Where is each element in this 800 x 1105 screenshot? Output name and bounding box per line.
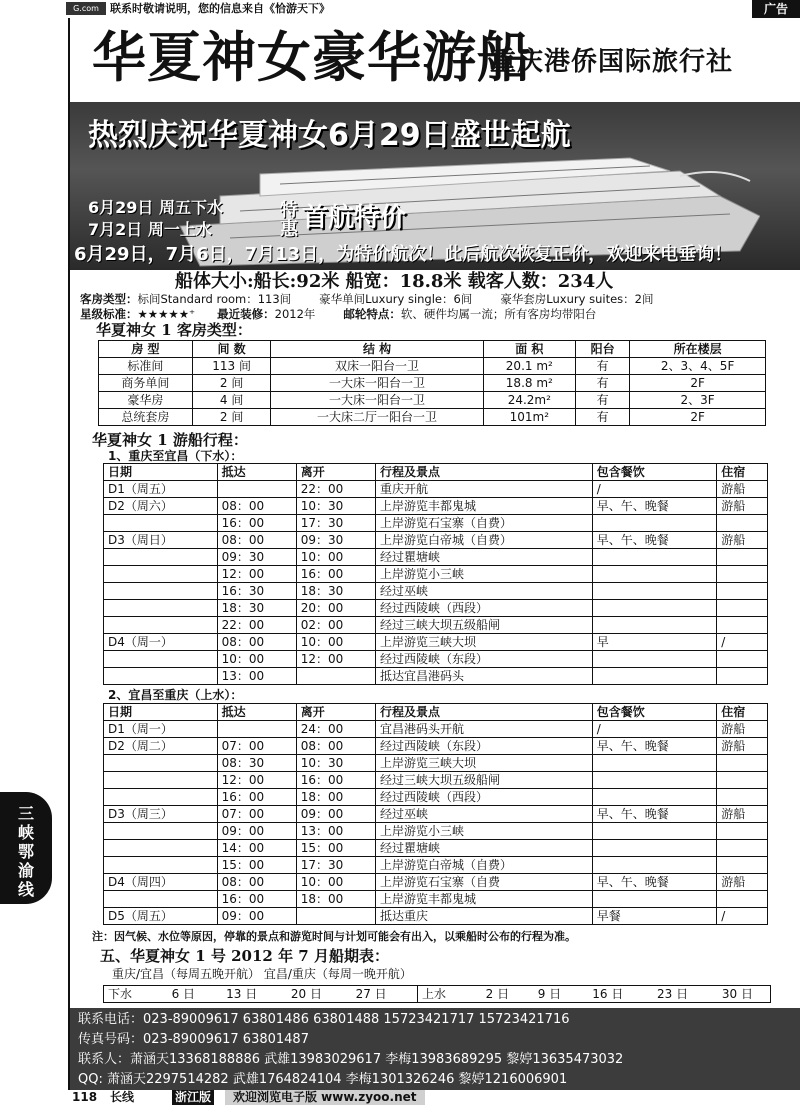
table-row xyxy=(104,583,768,600)
table-cell: 经过三峡大坝五级船闸 xyxy=(376,772,593,789)
table-cell xyxy=(104,566,218,583)
table-cell: 2F xyxy=(630,409,766,426)
contact-qq: QQ: 萧涵天2297514282 武雄1764824104 李梅1301326246 黎婷1216006901 xyxy=(78,1072,568,1087)
table-cell: 24：00 xyxy=(296,721,375,738)
contact-block xyxy=(70,1008,800,1090)
table-cell: 17：30 xyxy=(296,857,375,874)
table-cell xyxy=(717,857,768,874)
table-cell: 10：30 xyxy=(296,498,375,515)
downstream-title: 1、重庆至宜昌（下水）： xyxy=(108,449,243,463)
schedule-date: 27 日 xyxy=(339,986,404,1003)
table-cell: 2 间 xyxy=(192,409,271,426)
side-tab-char: 鄂 xyxy=(17,842,34,861)
table-cell: 2 间 xyxy=(192,375,271,392)
table-cell: 上岸游览白帝城（自费） xyxy=(376,532,593,549)
upstream-table xyxy=(103,703,768,925)
table-cell: D5（周五） xyxy=(104,908,218,925)
rooms-table-header xyxy=(99,341,766,358)
table-cell: 游船 xyxy=(717,874,768,891)
ship-specs: 船体大小:船长:92米 船宽：18.8米 载客人数：234人 xyxy=(175,271,614,292)
table-row xyxy=(104,634,768,651)
table-cell xyxy=(296,908,375,925)
table-cell: 18.8 m² xyxy=(483,375,575,392)
table-cell: 10：00 xyxy=(217,651,296,668)
table-row xyxy=(104,772,768,789)
route-side-tab xyxy=(0,792,52,904)
table-cell: 15：00 xyxy=(217,857,296,874)
table-cell xyxy=(717,668,768,685)
contact-people: 联系人：萧涵天13368188886 武雄13983029617 李梅13983689295 黎婷13635473032 xyxy=(78,1052,624,1067)
table-cell xyxy=(592,515,717,532)
table-cell: 12：00 xyxy=(217,566,296,583)
schedule-subtitle: 重庆/宜昌（每周五晚开航） 宜昌/重庆（每周一晚开航） xyxy=(112,967,412,981)
table-cell: 14：00 xyxy=(217,840,296,857)
table-row xyxy=(104,789,768,806)
table-cell: 经过三峡大坝五级船闸 xyxy=(376,617,593,634)
table-cell: 经过西陵峡（东段） xyxy=(376,651,593,668)
table-cell: D2（周六） xyxy=(104,498,218,515)
table-cell xyxy=(104,789,218,806)
ad-label: 广告 xyxy=(752,0,800,18)
table-row xyxy=(104,823,768,840)
table-cell: 游船 xyxy=(717,721,768,738)
table-cell: 16：30 xyxy=(217,583,296,600)
rooms-header-cell: 房 型 xyxy=(99,341,193,358)
table-cell: 上岸游览三峡大坝 xyxy=(376,755,593,772)
table-cell: 抵达重庆 xyxy=(376,908,593,925)
rooms-table xyxy=(98,340,766,426)
table-cell: 16：00 xyxy=(217,789,296,806)
table-cell: 08：00 xyxy=(217,532,296,549)
edition-badge: 浙江版 xyxy=(172,1090,214,1105)
table-cell: 4 间 xyxy=(192,392,271,409)
table-cell: 16：00 xyxy=(217,891,296,908)
table-cell: 豪华房 xyxy=(99,392,193,409)
table-row xyxy=(104,908,768,925)
table-cell xyxy=(717,891,768,908)
table-cell: 游船 xyxy=(717,806,768,823)
renovation-value: 2012年 xyxy=(274,307,316,321)
table-cell: D3（周日） xyxy=(104,532,218,549)
table-cell xyxy=(592,789,717,806)
table-cell: D4（周四） xyxy=(104,874,218,891)
table-cell xyxy=(104,651,218,668)
rooms-header-cell: 间 数 xyxy=(192,341,271,358)
downstream-table-header xyxy=(104,464,768,481)
table-cell: 游船 xyxy=(717,498,768,515)
table-cell: / xyxy=(717,908,768,925)
table-cell: 18：00 xyxy=(296,789,375,806)
rooms-header-cell: 面 积 xyxy=(483,341,575,358)
promo-dates: 6月29日，7月6日，7月13日，为特价航次！此后航次恢复正价，欢迎来电垂询！ xyxy=(74,244,733,265)
table-cell: 2、3、4、5F xyxy=(630,358,766,375)
table-cell: 09：30 xyxy=(217,549,296,566)
table-cell: 上岸游览小三峡 xyxy=(376,566,593,583)
schedule-spacer xyxy=(403,986,417,1003)
table-cell: 113 间 xyxy=(192,358,271,375)
table-cell xyxy=(104,515,218,532)
table-cell xyxy=(104,755,218,772)
banner-date-downstream: 6月29日 周五下水 xyxy=(88,198,223,217)
table-cell: 15：00 xyxy=(296,840,375,857)
table-cell: 上岸游览丰都鬼城 xyxy=(376,891,593,908)
table-cell: 标准间 xyxy=(99,358,193,375)
schedule-date: 23 日 xyxy=(640,986,705,1003)
table-row xyxy=(104,738,768,755)
table-cell: / xyxy=(592,721,717,738)
itinerary-header-cell: 行程及景点 xyxy=(376,704,593,721)
section-name: 长线 xyxy=(110,1090,135,1104)
contact-fax: 传真号码：023-89009617 63801487 xyxy=(78,1032,309,1047)
table-cell: 早、午、晚餐 xyxy=(592,532,717,549)
table-cell: 经过西陵峡（西段） xyxy=(376,600,593,617)
schedule-up-label: 上水 xyxy=(418,986,472,1003)
table-cell: 13：00 xyxy=(217,668,296,685)
table-cell xyxy=(717,772,768,789)
room-types-line xyxy=(80,292,653,307)
table-cell xyxy=(592,617,717,634)
schedule-title: 五、华夏神女 1 号 2012 年 7 月船期表： xyxy=(100,947,389,965)
table-cell: 18：30 xyxy=(296,583,375,600)
table-cell xyxy=(104,772,218,789)
renovation-label: 最近装修： xyxy=(217,307,275,321)
rooms-header-cell: 结 构 xyxy=(271,341,483,358)
banner-headline: 热烈庆祝华夏神女6月29日盛世起航 xyxy=(88,118,571,153)
table-cell: 2、3F xyxy=(630,392,766,409)
schedule-date: 9 日 xyxy=(523,986,575,1003)
table-row xyxy=(104,874,768,891)
rooms-header-cell: 阳台 xyxy=(575,341,629,358)
star-label: 星级标准： xyxy=(80,307,138,321)
table-cell xyxy=(592,651,717,668)
table-cell: 上岸游览石宝寨（自费 xyxy=(376,874,593,891)
table-cell: 早 xyxy=(592,634,717,651)
table-cell xyxy=(592,772,717,789)
table-cell xyxy=(592,840,717,857)
table-cell: 17：30 xyxy=(296,515,375,532)
table-cell: 20：00 xyxy=(296,600,375,617)
side-tab-char: 峡 xyxy=(17,823,34,842)
table-cell: D4（周一） xyxy=(104,634,218,651)
table-cell: 12：00 xyxy=(217,772,296,789)
schedule-date: 16 日 xyxy=(575,986,640,1003)
table-cell: 游船 xyxy=(717,738,768,755)
table-cell xyxy=(104,891,218,908)
table-cell xyxy=(592,668,717,685)
table-cell xyxy=(104,840,218,857)
table-cell xyxy=(104,668,218,685)
table-cell xyxy=(717,617,768,634)
room-types-label: 客房类型： xyxy=(80,292,138,306)
table-cell xyxy=(104,600,218,617)
table-cell: 宜昌港码头开航 xyxy=(376,721,593,738)
itinerary-header-cell: 行程及景点 xyxy=(376,464,593,481)
schedule-date: 6 日 xyxy=(157,986,209,1003)
table-cell: 09：00 xyxy=(217,823,296,840)
table-cell xyxy=(717,549,768,566)
table-cell: 101m² xyxy=(483,409,575,426)
banner-date-upstream: 7月2日 周一上水 xyxy=(88,220,212,239)
table-cell xyxy=(592,583,717,600)
table-cell xyxy=(104,549,218,566)
table-row xyxy=(104,668,768,685)
table-row xyxy=(104,651,768,668)
schedule-date: 20 日 xyxy=(274,986,339,1003)
table-cell: 22：00 xyxy=(296,481,375,498)
table-row xyxy=(99,375,766,392)
table-cell: 08：00 xyxy=(217,634,296,651)
table-cell xyxy=(592,755,717,772)
table-cell: 09：00 xyxy=(217,908,296,925)
table-cell xyxy=(717,651,768,668)
schedule-table xyxy=(103,985,771,1003)
table-cell: / xyxy=(592,481,717,498)
table-cell: 经过巫峡 xyxy=(376,583,593,600)
table-cell: 上岸游览丰都鬼城 xyxy=(376,498,593,515)
table-cell: 07：00 xyxy=(217,806,296,823)
table-cell xyxy=(217,481,296,498)
table-cell: 08：00 xyxy=(217,498,296,515)
upstream-title: 2、宜昌至重庆（上水）： xyxy=(108,688,243,702)
table-cell: 09：30 xyxy=(296,532,375,549)
itinerary-header-cell: 离开 xyxy=(296,464,375,481)
table-cell: 早餐 xyxy=(592,908,717,925)
table-cell: 早、午、晚餐 xyxy=(592,874,717,891)
table-cell: D2（周二） xyxy=(104,738,218,755)
itinerary-header-cell: 日期 xyxy=(104,464,218,481)
schedule-date: 2 日 xyxy=(471,986,523,1003)
table-row xyxy=(104,806,768,823)
itinerary-header-cell: 抵达 xyxy=(217,704,296,721)
itinerary-header-cell: 抵达 xyxy=(217,464,296,481)
table-cell xyxy=(592,891,717,908)
side-tab-char: 线 xyxy=(17,880,34,899)
room-luxury-single: 豪华单间Luxury single：6间 xyxy=(319,292,473,306)
table-cell xyxy=(104,617,218,634)
itinerary-title: 华夏神女 1 游船行程： xyxy=(92,431,248,449)
itinerary-note: 注：因气候、水位等原因，停靠的景点和游览时间与计划可能会有出入，以乘船时公布的行程为准。 xyxy=(92,930,576,943)
table-cell xyxy=(592,549,717,566)
website-link[interactable]: 欢迎浏览电子版 www.zyoo.net xyxy=(225,1090,425,1105)
table-cell: 游船 xyxy=(717,481,768,498)
table-cell: 16：00 xyxy=(296,772,375,789)
table-cell: 09：00 xyxy=(296,806,375,823)
table-cell: 02：00 xyxy=(296,617,375,634)
table-cell: 一大床二厅一阳台一卫 xyxy=(271,409,483,426)
table-cell: 08：00 xyxy=(296,738,375,755)
table-row xyxy=(99,358,766,375)
table-cell: 有 xyxy=(575,392,629,409)
table-cell: 上岸游览小三峡 xyxy=(376,823,593,840)
table-cell: 经过巫峡 xyxy=(376,806,593,823)
table-cell: 上岸游览白帝城（自费） xyxy=(376,857,593,874)
table-row xyxy=(104,532,768,549)
table-cell: 16：00 xyxy=(296,566,375,583)
side-tab-char: 渝 xyxy=(17,861,34,880)
table-cell: 24.2m² xyxy=(483,392,575,409)
feature-value: 软、硬件均属一流；所有客房均带阳台 xyxy=(400,307,597,321)
table-cell: 早、午、晚餐 xyxy=(592,738,717,755)
reader-notice: 联系时敬请说明，您的信息来自《恰游天下》 xyxy=(110,2,330,15)
table-row xyxy=(104,840,768,857)
table-row xyxy=(104,549,768,566)
table-row xyxy=(104,891,768,908)
table-row xyxy=(104,721,768,738)
table-row xyxy=(104,481,768,498)
table-cell: 经过西陵峡（东段） xyxy=(376,738,593,755)
table-cell xyxy=(592,857,717,874)
table-cell: 游船 xyxy=(717,532,768,549)
table-cell: 上岸游览三峡大坝 xyxy=(376,634,593,651)
table-cell: 18：00 xyxy=(296,891,375,908)
itinerary-header-cell: 日期 xyxy=(104,704,218,721)
table-cell xyxy=(217,721,296,738)
table-cell: 有 xyxy=(575,375,629,392)
itinerary-header-cell: 包含餐饮 xyxy=(592,464,717,481)
table-cell: D3（周三） xyxy=(104,806,218,823)
table-cell xyxy=(717,840,768,857)
table-cell: 07：00 xyxy=(217,738,296,755)
itinerary-header-cell: 包含餐饮 xyxy=(592,704,717,721)
upstream-table-header xyxy=(104,704,768,721)
page-title: 华夏神女豪华游船 xyxy=(92,25,532,89)
table-cell xyxy=(717,583,768,600)
table-cell: 上岸游览石宝寨（自费） xyxy=(376,515,593,532)
table-cell xyxy=(717,566,768,583)
table-cell: D1（周五） xyxy=(104,481,218,498)
table-cell xyxy=(717,600,768,617)
table-cell xyxy=(104,583,218,600)
table-cell xyxy=(717,515,768,532)
table-cell xyxy=(717,823,768,840)
table-cell: 有 xyxy=(575,409,629,426)
table-row xyxy=(104,857,768,874)
table-cell xyxy=(592,566,717,583)
debut-price-label: 首航特价 xyxy=(302,203,407,233)
itinerary-header-cell: 住宿 xyxy=(717,464,768,481)
itinerary-header-cell: 离开 xyxy=(296,704,375,721)
table-row xyxy=(104,498,768,515)
table-cell: 20.1 m² xyxy=(483,358,575,375)
table-cell: 一大床一阳台一卫 xyxy=(271,375,483,392)
table-cell xyxy=(717,789,768,806)
table-cell: 12：00 xyxy=(296,651,375,668)
table-cell: 经过瞿塘峡 xyxy=(376,549,593,566)
table-cell xyxy=(296,668,375,685)
table-cell xyxy=(717,755,768,772)
table-cell: 22：00 xyxy=(217,617,296,634)
table-cell: 18：30 xyxy=(217,600,296,617)
table-cell: 有 xyxy=(575,358,629,375)
agency-name: 重庆港侨国际旅行社 xyxy=(490,47,734,77)
magazine-logo: G.com xyxy=(66,2,106,15)
table-row xyxy=(99,392,766,409)
table-cell: 10：00 xyxy=(296,549,375,566)
table-row xyxy=(104,755,768,772)
table-cell: 10：30 xyxy=(296,755,375,772)
table-cell: 08：30 xyxy=(217,755,296,772)
room-standard: 标间Standard room：113间 xyxy=(137,292,292,306)
page-number: 118 xyxy=(72,1090,98,1104)
table-cell: 10：00 xyxy=(296,874,375,891)
schedule-row xyxy=(104,986,771,1003)
table-cell: 早、午、晚餐 xyxy=(592,806,717,823)
table-cell: 经过西陵峡（西段） xyxy=(376,789,593,806)
schedule-date: 13 日 xyxy=(209,986,274,1003)
rooms-section-title: 华夏神女 1 客房类型： xyxy=(96,321,252,339)
table-cell: 13：00 xyxy=(296,823,375,840)
table-cell: D1（周一） xyxy=(104,721,218,738)
cruise-banner xyxy=(70,102,800,270)
table-row xyxy=(99,409,766,426)
table-cell: 经过瞿塘峡 xyxy=(376,840,593,857)
table-cell: 重庆开航 xyxy=(376,481,593,498)
contact-phone: 联系电话：023-89009617 63801486 63801488 15723421717 15723421716 xyxy=(78,1012,570,1027)
top-bar xyxy=(0,0,800,18)
table-cell: 早、午、晚餐 xyxy=(592,498,717,515)
downstream-table xyxy=(103,463,768,685)
table-cell: 2F xyxy=(630,375,766,392)
side-tab-char: 三 xyxy=(17,804,34,823)
table-cell: 抵达宜昌港码头 xyxy=(376,668,593,685)
feature-label: 邮轮特点： xyxy=(343,307,401,321)
table-row xyxy=(104,515,768,532)
star-value: ★★★★★⁺ xyxy=(137,307,196,321)
schedule-down-label: 下水 xyxy=(104,986,158,1003)
table-cell xyxy=(104,857,218,874)
table-cell: 商务单间 xyxy=(99,375,193,392)
table-row xyxy=(104,600,768,617)
room-luxury-suites: 豪华套房Luxury suites：2间 xyxy=(500,292,654,306)
table-cell xyxy=(592,823,717,840)
table-cell xyxy=(592,600,717,617)
table-cell: 一大床一阳台一卫 xyxy=(271,392,483,409)
table-cell: 16：00 xyxy=(217,515,296,532)
table-row xyxy=(104,566,768,583)
rooms-header-cell: 所在楼层 xyxy=(630,341,766,358)
itinerary-header-cell: 住宿 xyxy=(717,704,768,721)
table-row xyxy=(104,617,768,634)
table-cell xyxy=(104,823,218,840)
schedule-date: 30 日 xyxy=(705,986,771,1003)
page-footer xyxy=(0,1090,800,1105)
special-offer-glyphs: 特惠 xyxy=(280,200,298,240)
table-cell: 10：00 xyxy=(296,634,375,651)
table-cell: / xyxy=(717,634,768,651)
table-cell: 总统套房 xyxy=(99,409,193,426)
table-cell: 双床一阳台一卫 xyxy=(271,358,483,375)
table-cell: 08：00 xyxy=(217,874,296,891)
